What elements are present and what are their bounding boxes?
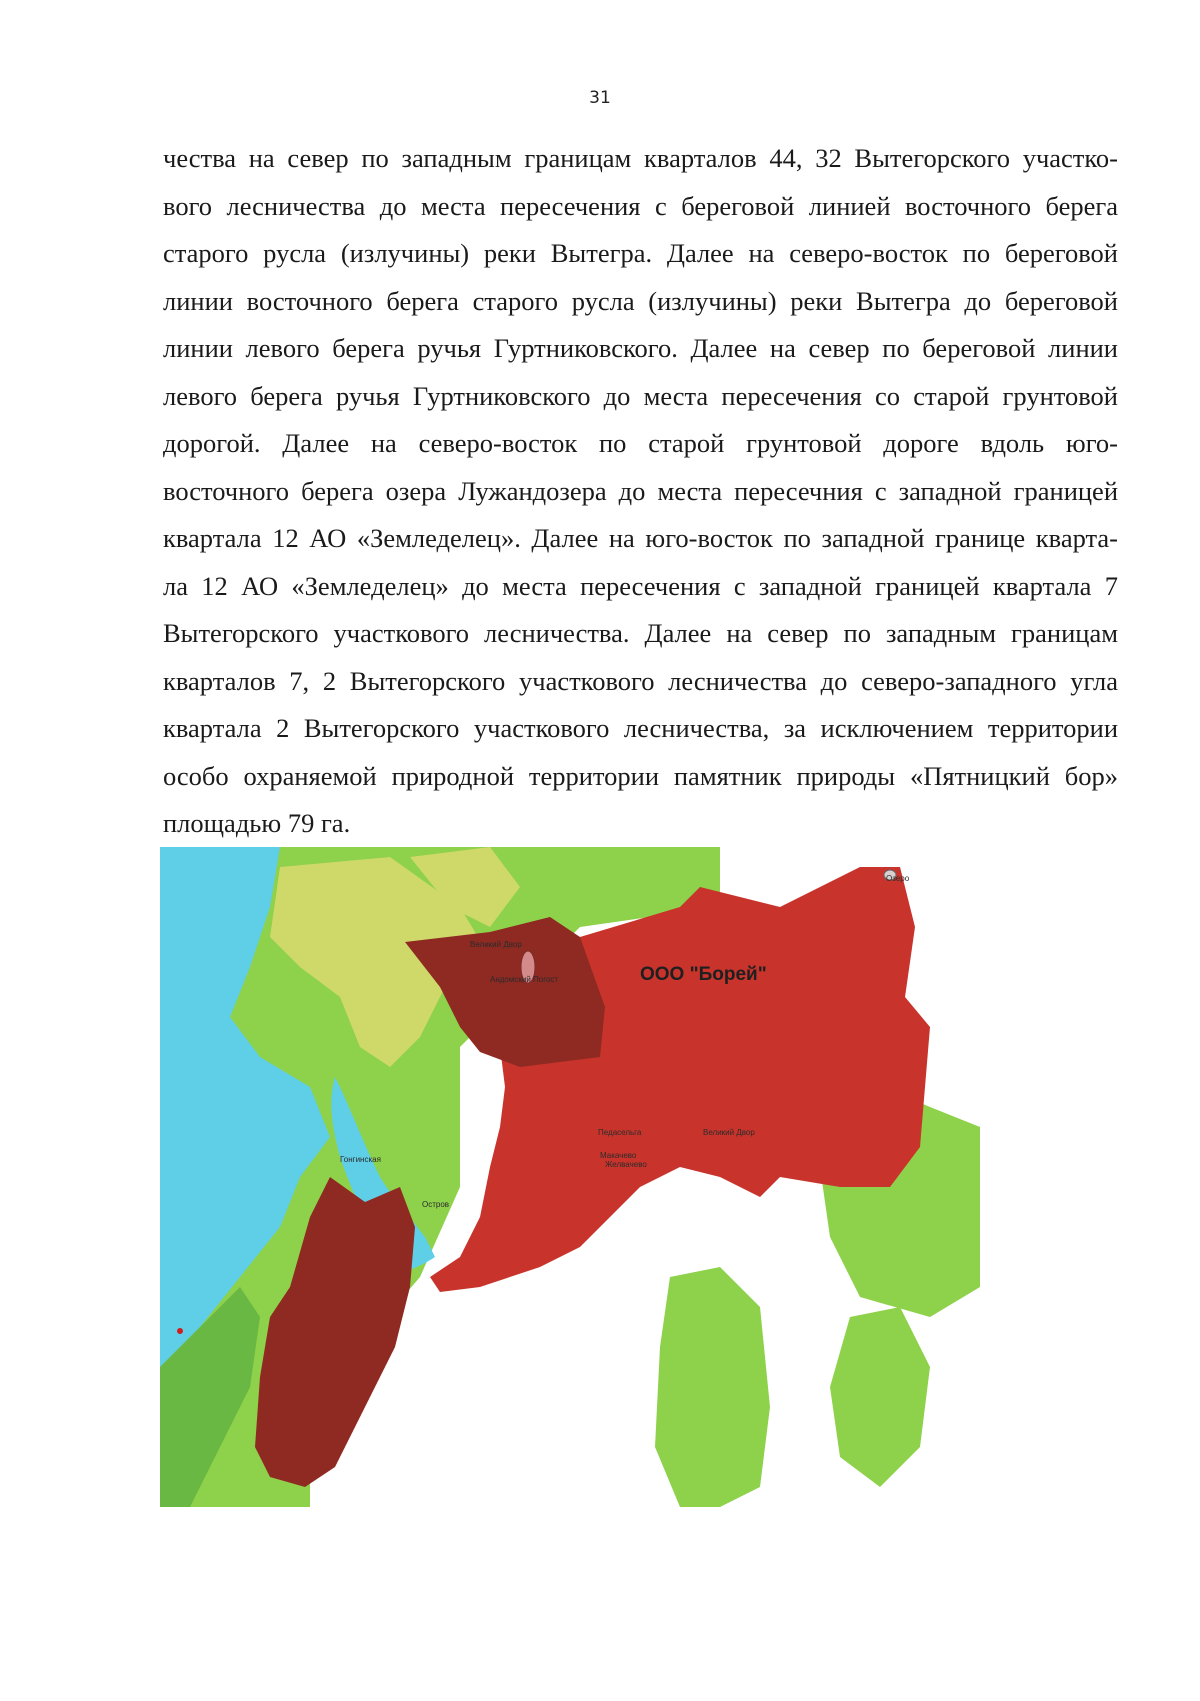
text-line: восточного берега озера Лужандозера до места пересечния с западной границей <box>163 475 1118 506</box>
text-line: линии левого берега ручья Гуртниковского. Далее на север по береговой линии <box>163 333 1118 363</box>
page-number: 31 <box>589 88 611 108</box>
map-figure <box>160 847 980 1507</box>
forest-area <box>655 1267 770 1507</box>
text-line: ла 12 АО «Земледелец» до места пересечения с западной границей квартала 7 <box>163 570 1118 601</box>
place-label: Педасельга <box>598 1128 642 1137</box>
text-line: старого русла (излучины) реки Вытегра. Далее на северо-восток по береговой <box>163 238 1118 268</box>
text-line: вого лесничества до места пересечения с береговой линией восточного берега <box>163 190 1118 221</box>
place-label: Макачево <box>600 1151 637 1160</box>
text-line: левого берега ручья Гуртниковского до места пересечения со старой грунтовой <box>163 380 1118 411</box>
point-marker <box>177 1328 183 1334</box>
place-label: Великий Двор <box>470 940 522 949</box>
text-line: кварталов 7, 2 Вытегорского участкового лесничества до северо-западного угла <box>163 665 1118 696</box>
text-line: площадью 79 га. <box>163 808 351 838</box>
text-line: квартала 2 Вытегорского участкового лесничества, за исключением территории <box>163 713 1118 743</box>
text-line: дорогой. Далее на северо-восток по старой грунтовой дороге вдоль юго- <box>163 428 1118 458</box>
text-line: Вытегорского участкового лесничества. Далее на север по западным границам <box>163 618 1118 648</box>
text-line: квартала 12 АО «Земледелец». Далее на юго-восток по западной границе кварта- <box>163 523 1118 553</box>
company-label: ООО "Борей" <box>640 964 767 985</box>
text-line: чества на север по западным границам кварталов 44, 32 Вытегорского участко- <box>163 143 1118 173</box>
text-line: линии восточного берега старого русла (излучины) реки Вытегра до береговой <box>163 285 1118 316</box>
text-line: особо охраняемой природной территории памятник природы «Пятницкий бор» <box>163 760 1118 791</box>
body-paragraph <box>163 135 1118 848</box>
place-label: Гонгинская <box>340 1155 381 1164</box>
place-label: Озеро <box>886 874 910 883</box>
place-label: Великий Двор <box>703 1128 755 1137</box>
place-label: Андомский Погост <box>490 975 559 984</box>
place-label: Желвачево <box>605 1160 647 1169</box>
place-label: Остров <box>422 1200 450 1209</box>
map-svg <box>160 847 980 1507</box>
